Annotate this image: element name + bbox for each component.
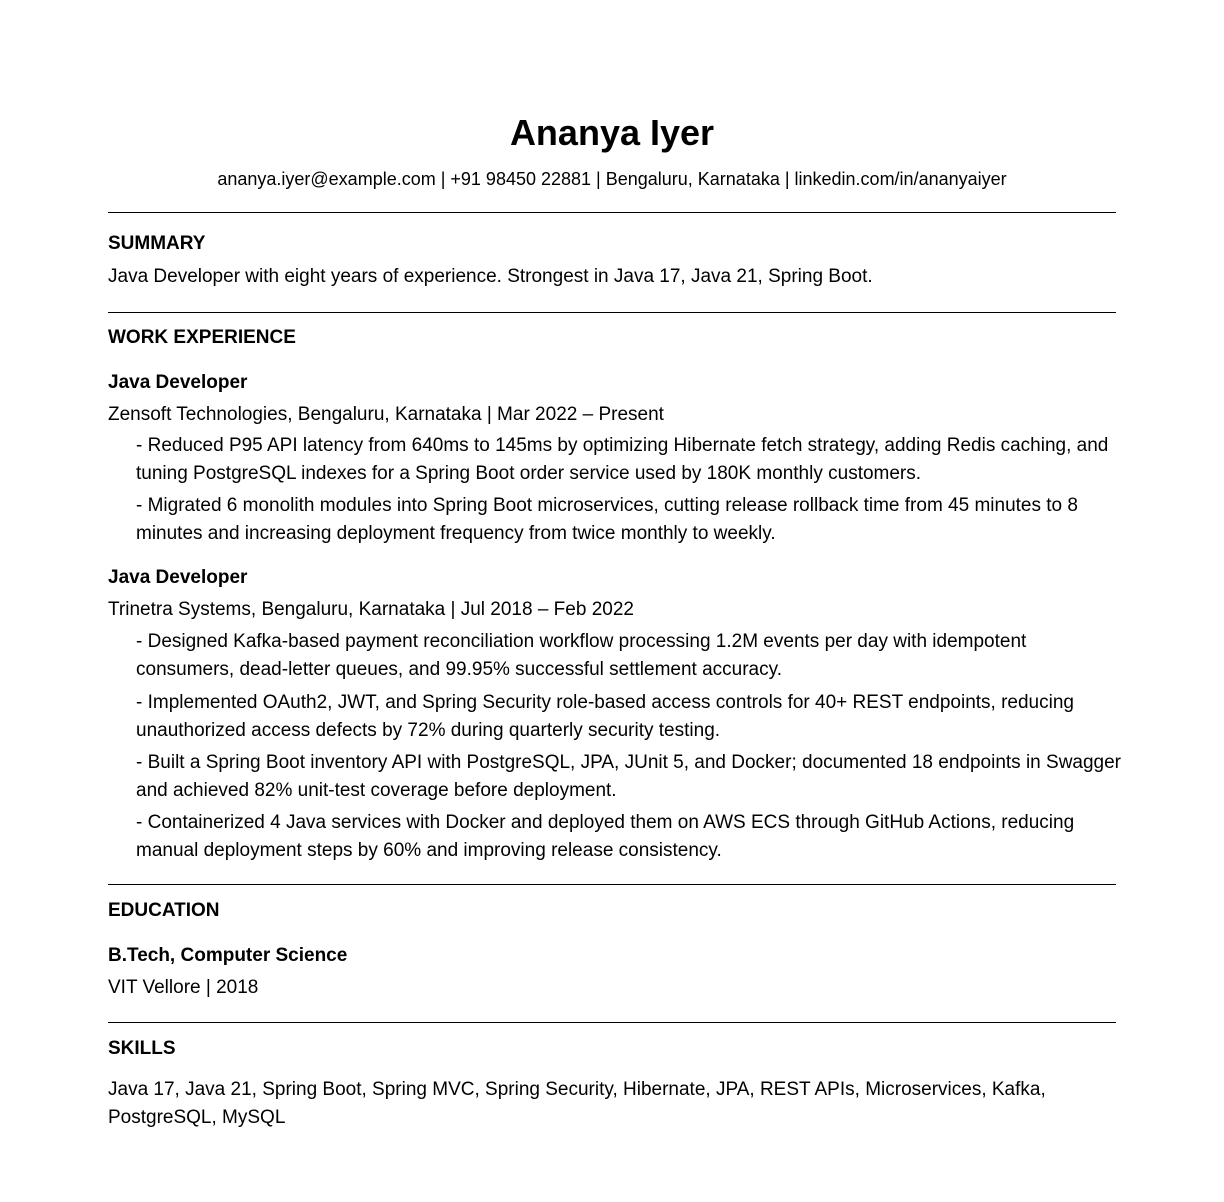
summary-heading: SUMMARY	[108, 233, 206, 254]
job-bullet: - Reduced P95 API latency from 640ms to 145ms by optimizing Hibernate fetch strategy, adding Redis caching, and tuning PostgreSQL indexes for a Spring Boot order service used by 180K monthly customers.	[136, 435, 1109, 484]
job-bullet: - Implemented OAuth2, JWT, and Spring Security role-based access controls for 40+ REST endpoints, reducing unauthorized access defects by 72% during quarterly security testing.	[136, 692, 1074, 741]
job-title: Java Developer	[108, 372, 248, 393]
candidate-name: Ananya Iyer	[509, 112, 715, 153]
job-bullet: - Designed Kafka-based payment reconciliation workflow processing 1.2M events per day with idempotent consumers, dead-letter queues, and 99.95% successful settlement accuracy.	[136, 631, 1027, 680]
job-meta: Trinetra Systems, Bengaluru, Karnataka | Jul 2018 – Feb 2022	[108, 599, 634, 620]
job-title: Java Developer	[108, 567, 248, 588]
job-bullet: - Containerized 4 Java services with Docker and deployed them on AWS ECS through GitHub Actions, reducing manual deployment steps by 60% and improving release consistency.	[136, 812, 1075, 861]
skills-heading: SKILLS	[108, 1038, 176, 1059]
job-bullet: - Built a Spring Boot inventory API with PostgreSQL, JPA, JUnit 5, and Docker; documented 18 endpoints in Swagger and achieved 82% unit-test coverage before deployment.	[136, 752, 1122, 801]
section-divider	[108, 1022, 1116, 1023]
degree: B.Tech, Computer Science	[108, 945, 348, 966]
job-bullet: - Migrated 6 monolith modules into Spring Boot microservices, cutting release rollback time from 45 minutes to 8 minutes and increasing deployment frequency from twice monthly to weekly.	[136, 495, 1078, 544]
contact-line: ananya.iyer@example.com | +91 98450 22881 | Bengaluru, Karnataka | linkedin.com/in/ananyaiyer	[217, 169, 1007, 189]
section-divider	[108, 212, 1116, 213]
section-divider	[108, 884, 1116, 885]
job-meta: Zensoft Technologies, Bengaluru, Karnataka | Mar 2022 – Present	[108, 404, 664, 425]
experience-heading: WORK EXPERIENCE	[108, 327, 296, 348]
summary-text: Java Developer with eight years of experience. Strongest in Java 17, Java 21, Spring Boot.	[108, 266, 873, 287]
section-divider	[108, 312, 1116, 313]
school: VIT Vellore | 2018	[108, 977, 259, 998]
skills-text: Java 17, Java 21, Spring Boot, Spring MVC, Spring Security, Hibernate, JPA, REST APIs, Microservices, Kafka, PostgreSQL, MySQL	[108, 1079, 1046, 1128]
education-heading: EDUCATION	[108, 900, 220, 921]
